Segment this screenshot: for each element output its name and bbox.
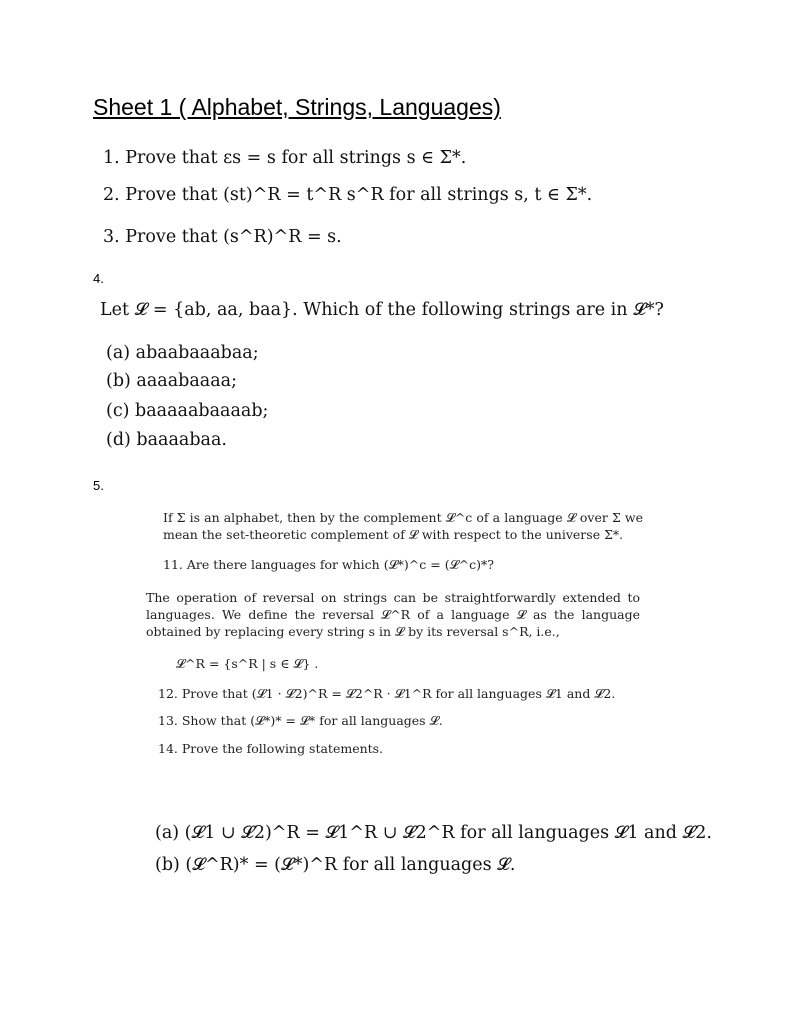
statement-b: (b) (𝓛^R)* = (𝓛*)^R for all languages 𝓛. xyxy=(155,855,516,875)
complement-definition: If Σ is an alphabet, then by the complement 𝓛^c of a language 𝓛 over Σ we mean the set-theoretic complement of 𝓛 with respect to the universe Σ*. xyxy=(163,510,643,542)
problem-4-option-c: (c) baaaaabaaaab; xyxy=(106,401,269,421)
statement-a: (a) (𝓛1 ∪ 𝓛2)^R = 𝓛1^R ∪ 𝓛2^R for all languages 𝓛1 and 𝓛2. xyxy=(155,823,712,843)
page-title: Sheet 1 ( Alphabet, Strings, Languages) xyxy=(93,94,501,120)
question-12: 12. Prove that (𝓛1 · 𝓛2)^R = 𝓛2^R · 𝓛1^R for all languages 𝓛1 and 𝓛2. xyxy=(158,686,616,701)
question-14: 14. Prove the following statements. xyxy=(158,741,384,756)
problem-5-label: 5. xyxy=(93,478,104,493)
problem-2: 2. Prove that (st)^R = t^R s^R for all strings s, t ∈ Σ*. xyxy=(103,185,593,205)
reversal-formula: 𝓛^R = {s^R | s ∈ 𝓛} . xyxy=(176,656,319,671)
problem-3: 3. Prove that (s^R)^R = s. xyxy=(103,227,342,247)
question-11: 11. Are there languages for which (𝓛*)^c = (𝓛^c)*? xyxy=(163,557,494,572)
problem-4-option-a: (a) abaabaaabaa; xyxy=(106,343,259,363)
problem-1: 1. Prove that εs = s for all strings s ∈ Σ*. xyxy=(103,148,467,168)
question-13: 13. Show that (𝓛*)* = 𝓛* for all languages 𝓛. xyxy=(158,713,443,728)
reversal-definition: The operation of reversal on strings can be straightforwardly extended to languages. We define the reversal 𝓛^R of a language 𝓛 as the language obtained by replacing every string s in 𝓛 by its reversal s^R, i.e., xyxy=(146,590,640,639)
problem-4-option-d: (d) baaaabaa. xyxy=(106,430,227,450)
problem-4-label: 4. xyxy=(93,271,104,286)
problem-4-statement: Let 𝓛 = {ab, aa, baa}. Which of the following strings are in 𝓛*? xyxy=(100,300,664,320)
problem-4-option-b: (b) aaaabaaaa; xyxy=(106,371,237,391)
